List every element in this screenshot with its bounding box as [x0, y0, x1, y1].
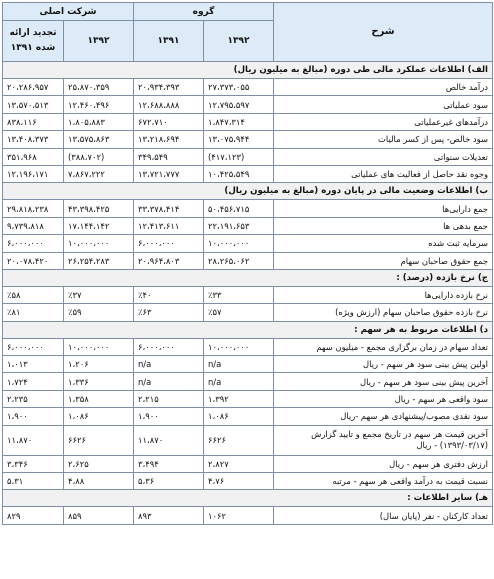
- table-row: [3, 390, 493, 407]
- row-label: نرخ بازده حقوق صاحبان سهام (ارزش ویژه): [274, 304, 493, 321]
- value-cell: (۳۸۸،۷۰۲): [64, 148, 134, 165]
- value-cell: ۵،۳۶: [134, 473, 204, 490]
- value-cell: ۱۳،۰۷۵،۹۴۴: [204, 131, 274, 148]
- value-cell: ۱،۰۸۶: [64, 408, 134, 425]
- value-cell: ۸۲۹: [3, 507, 64, 524]
- value-cell: ٪۵۷: [204, 304, 274, 321]
- value-cell: ۲۷،۳۷۳،۰۵۵: [204, 79, 274, 96]
- table-row: [3, 455, 493, 472]
- row-label: وجوه نقد حاصل از فعالیت های عملیاتی: [274, 165, 493, 182]
- row-label: نرخ بازده دارایی‌ها: [274, 286, 493, 303]
- row-label: تعداد سهام در زمان برگزاری مجمع - میلیون سهم: [274, 338, 493, 355]
- value-cell: ۲،۲۱۵: [134, 390, 204, 407]
- row-label: سود خالص- پس از کسر مالیات: [274, 131, 493, 148]
- value-cell: ۱،۳۹۲: [204, 390, 274, 407]
- value-cell: ۱۲،۷۹۵،۵۹۷: [204, 96, 274, 113]
- value-cell: ۱،۸۰۵،۸۸۳: [64, 113, 134, 130]
- row-label: آخرین پیش بینی سود هر سهم - ریال: [274, 373, 493, 390]
- section-title: ج) نرخ بازده (درصد) :: [3, 269, 493, 286]
- value-cell: ۱۲،۴۶۰،۴۹۶: [64, 96, 134, 113]
- value-cell: ۶۶۲۶: [204, 425, 274, 455]
- table-row: [3, 235, 493, 252]
- value-cell: ۱۳،۷۲۱،۷۷۷: [134, 165, 204, 182]
- value-cell: ۲۲،۱۹۱،۶۵۳: [204, 217, 274, 234]
- value-cell: ۱،۰۸۶: [204, 408, 274, 425]
- section-title: هـ) سایر اطلاعات :: [3, 490, 493, 507]
- value-cell: ۶۷۲،۷۱۰: [134, 113, 204, 130]
- table-row: [3, 217, 493, 234]
- row-label: درآمد خالص: [274, 79, 493, 96]
- table-row: [3, 79, 493, 96]
- table-row: [3, 473, 493, 490]
- row-label: تعدیلات سنواتی: [274, 148, 493, 165]
- table-row: [3, 131, 493, 148]
- value-cell: ۱۷،۱۴۴،۱۴۲: [64, 217, 134, 234]
- header-col-parent-1391-restated: تجدید ارائه شده ۱۳۹۱: [3, 21, 64, 62]
- value-cell: ۶،۰۰۰،۰۰۰: [134, 235, 204, 252]
- value-cell: n/a: [204, 373, 274, 390]
- value-cell: ۲،۲۳۵: [3, 390, 64, 407]
- value-cell: ٪۵۸: [3, 286, 64, 303]
- value-cell: ۱۳،۲۱۸،۶۹۴: [134, 131, 204, 148]
- table-row: [3, 338, 493, 355]
- value-cell: ٪۵۹: [64, 304, 134, 321]
- value-cell: ۲،۸۲۷: [204, 455, 274, 472]
- value-cell: ۱۳،۵۷۰،۵۱۳: [3, 96, 64, 113]
- section-title: الف) اطلاعات عملکرد مالی طی دوره (مبالغ به میلیون ریال): [3, 62, 493, 79]
- row-label: سرمایه ثبت شده: [274, 235, 493, 252]
- value-cell: ۲،۶۲۵: [64, 455, 134, 472]
- table-row: [3, 96, 493, 113]
- value-cell: ۱،۳۵۸: [64, 390, 134, 407]
- value-cell: ۳۳،۳۷۸،۴۱۴: [134, 200, 204, 217]
- value-cell: ۱۱،۸۷۰: [3, 425, 64, 455]
- value-cell: ۵۰،۴۵۶،۷۱۵: [204, 200, 274, 217]
- value-cell: ۱،۹۰۰: [3, 408, 64, 425]
- row-label: ارزش دفتری هر سهم - ریال: [274, 455, 493, 472]
- value-cell: ۱۲،۱۹۶،۱۷۱: [3, 165, 64, 182]
- row-label: سود واقعی هر سهم - ریال: [274, 390, 493, 407]
- row-label: تعداد کارکنان - نفر (پایان سال): [274, 507, 493, 524]
- table-row: [3, 286, 493, 303]
- row-label: درآمدهای غیرعملیاتی: [274, 113, 493, 130]
- value-cell: n/a: [204, 356, 274, 373]
- value-cell: ۱۰،۰۰۰،۰۰۰: [204, 235, 274, 252]
- row-label: اولین پیش بینی سود هر سهم - ریال: [274, 356, 493, 373]
- financial-summary: [2, 2, 492, 577]
- value-cell: ۱،۳۳۶: [64, 373, 134, 390]
- value-cell: ۱۰،۴۲۵،۵۴۹: [204, 165, 274, 182]
- value-cell: (۴۱۷،۱۲۳): [204, 148, 274, 165]
- value-cell: ۴۳،۳۹۸،۴۲۵: [64, 200, 134, 217]
- value-cell: ۲۵،۸۷۰،۳۵۹: [64, 79, 134, 96]
- value-cell: ۱۲،۶۸۸،۸۸۸: [134, 96, 204, 113]
- value-cell: ۱۱،۸۷۰: [134, 425, 204, 455]
- header-description: شرح: [274, 3, 493, 62]
- value-cell: ۱۰،۰۰۰،۰۰۰: [64, 235, 134, 252]
- value-cell: ۲۰،۲۸۶،۹۵۷: [3, 79, 64, 96]
- value-cell: ۱۲،۴۱۳،۶۱۱: [134, 217, 204, 234]
- table-row: [3, 507, 493, 524]
- table-row: [3, 148, 493, 165]
- value-cell: ۱۰،۰۰۰،۰۰۰: [64, 338, 134, 355]
- value-cell: ۶،۰۰۰،۰۰۰: [3, 235, 64, 252]
- row-label: سود نقدی مصوب/پیشنهادی هر سهم -ریال: [274, 408, 493, 425]
- value-cell: ۶،۰۰۰،۰۰۰: [134, 338, 204, 355]
- row-label: نسبت قیمت به درآمد واقعی هر سهم - مرتبه: [274, 473, 493, 490]
- table-row: [3, 113, 493, 130]
- value-cell: ۱،۸۴۷،۳۱۴: [204, 113, 274, 130]
- value-cell: ۲۰،۰۷۸،۴۲۰: [3, 252, 64, 269]
- value-cell: ۸۵۹: [64, 507, 134, 524]
- value-cell: ۳۵۱،۹۶۸: [3, 148, 64, 165]
- value-cell: ۲۸،۲۶۵،۰۶۲: [204, 252, 274, 269]
- value-cell: ۱،۰۱۳: [3, 356, 64, 373]
- value-cell: ۴،۸۸: [64, 473, 134, 490]
- row-label: جمع بدهی ها: [274, 217, 493, 234]
- value-cell: ۶،۰۰۰،۰۰۰: [3, 338, 64, 355]
- header-col-parent-1392: ۱۳۹۲: [64, 21, 134, 62]
- row-label: سود عملیاتی: [274, 96, 493, 113]
- value-cell: ۱،۹۰۰: [134, 408, 204, 425]
- value-cell: ۱۰،۰۰۰،۰۰۰: [204, 338, 274, 355]
- value-cell: ۹،۷۳۹،۸۱۸: [3, 217, 64, 234]
- value-cell: ٪۴۰: [134, 286, 204, 303]
- value-cell: ٪۳۳: [204, 286, 274, 303]
- value-cell: ۳،۳۴۶: [3, 455, 64, 472]
- value-cell: n/a: [134, 356, 204, 373]
- header-col-group-1391: ۱۳۹۱: [134, 21, 204, 62]
- row-label: جمع حقوق صاحبان سهام: [274, 252, 493, 269]
- value-cell: ۶۶۲۶: [64, 425, 134, 455]
- value-cell: ٪۳۷: [64, 286, 134, 303]
- table-row: [3, 200, 493, 217]
- row-label: جمع دارایی‌ها: [274, 200, 493, 217]
- value-cell: ۲۰،۹۳۴،۳۹۳: [134, 79, 204, 96]
- row-label: آخرین قیمت هر سهم در تاریخ مجمع و تایید گزارش (۱۳۹۳/۰۳/۱۷) - ریال: [274, 425, 493, 455]
- value-cell: ۱،۷۲۴: [3, 373, 64, 390]
- section-title: د) اطلاعات مربوط به هر سهم :: [3, 321, 493, 338]
- value-cell: ۵،۳۱: [3, 473, 64, 490]
- value-cell: ٪۸۱: [3, 304, 64, 321]
- value-cell: ۱۳،۵۷۵،۸۶۳: [64, 131, 134, 148]
- value-cell: ۱۰۶۲: [204, 507, 274, 524]
- value-cell: ۴،۷۶: [204, 473, 274, 490]
- value-cell: n/a: [134, 373, 204, 390]
- value-cell: ۷،۸۶۷،۲۲۲: [64, 165, 134, 182]
- value-cell: ۲۰،۹۶۴،۸۰۳: [134, 252, 204, 269]
- financial-summary-table: [2, 2, 493, 525]
- header-parent-company: شرکت اصلی: [3, 3, 134, 21]
- value-cell: ۱۳،۴۰۸،۳۷۳: [3, 131, 64, 148]
- value-cell: ۲۹،۸۱۸،۲۳۸: [3, 200, 64, 217]
- table-row: [3, 373, 493, 390]
- value-cell: ۸۹۳: [134, 507, 204, 524]
- value-cell: ۱،۲۰۶: [64, 356, 134, 373]
- value-cell: ۳،۴۹۴: [134, 455, 204, 472]
- table-row: [3, 356, 493, 373]
- header-group: گروه: [134, 3, 274, 21]
- table-row: [3, 252, 493, 269]
- table-row: [3, 165, 493, 182]
- value-cell: ۲۶،۲۵۴،۲۸۳: [64, 252, 134, 269]
- table-row: [3, 408, 493, 425]
- section-title: ب) اطلاعات وضعیت مالی در پایان دوره (مبالغ به میلیون ریال): [3, 183, 493, 200]
- table-row: [3, 425, 493, 455]
- value-cell: ۸۳۸،۱۱۶: [3, 113, 64, 130]
- value-cell: ٪۶۳: [134, 304, 204, 321]
- value-cell: ۳۴۹،۵۴۹: [134, 148, 204, 165]
- table-row: [3, 304, 493, 321]
- header-col-group-1392: ۱۳۹۲: [204, 21, 274, 62]
